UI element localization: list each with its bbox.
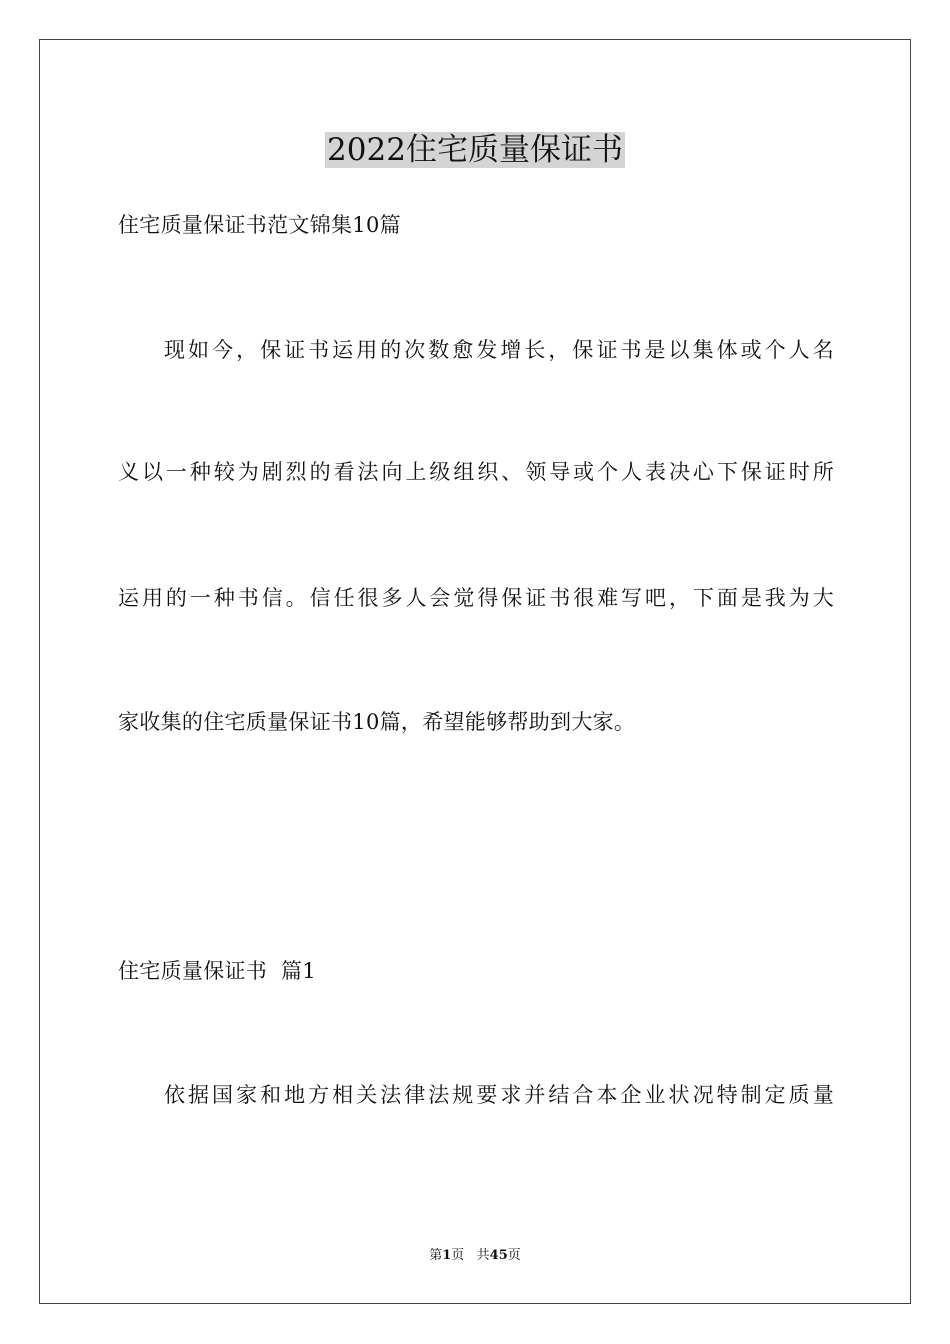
- footer-page-prefix: 第: [429, 1248, 443, 1263]
- intro-line-4: 家收集的住宅质量保证书10篇，希望能够帮助到大家。: [118, 710, 636, 734]
- page-footer: [0, 1247, 950, 1265]
- footer-page-suffix: 页: [507, 1248, 521, 1263]
- document-title-text: 2022住宅质量保证书: [327, 132, 623, 168]
- footer-total-pages: 45: [489, 1248, 508, 1263]
- intro-line-3: 运用的一种书信。信任很多人会觉得保证书很难写吧，下面是我为大: [118, 586, 834, 610]
- intro-line-2: 义以一种较为剧烈的看法向上级组织、领导或个人表决心下保证时所: [118, 460, 834, 484]
- intro-line-1: 现如今，保证书运用的次数愈发增长，保证书是以集体或个人名: [164, 338, 834, 362]
- section-paragraph-line: 依据国家和地方相关法律法规要求并结合本企业状况特制定质量: [164, 1083, 834, 1107]
- document-title: [0, 128, 950, 172]
- footer-page-number: 1: [442, 1248, 452, 1263]
- document-subtitle: 住宅质量保证书范文锦集10篇: [118, 213, 401, 237]
- footer-page-mid: 页 共: [451, 1248, 490, 1263]
- section-heading: 住宅质量保证书 篇1: [118, 959, 317, 983]
